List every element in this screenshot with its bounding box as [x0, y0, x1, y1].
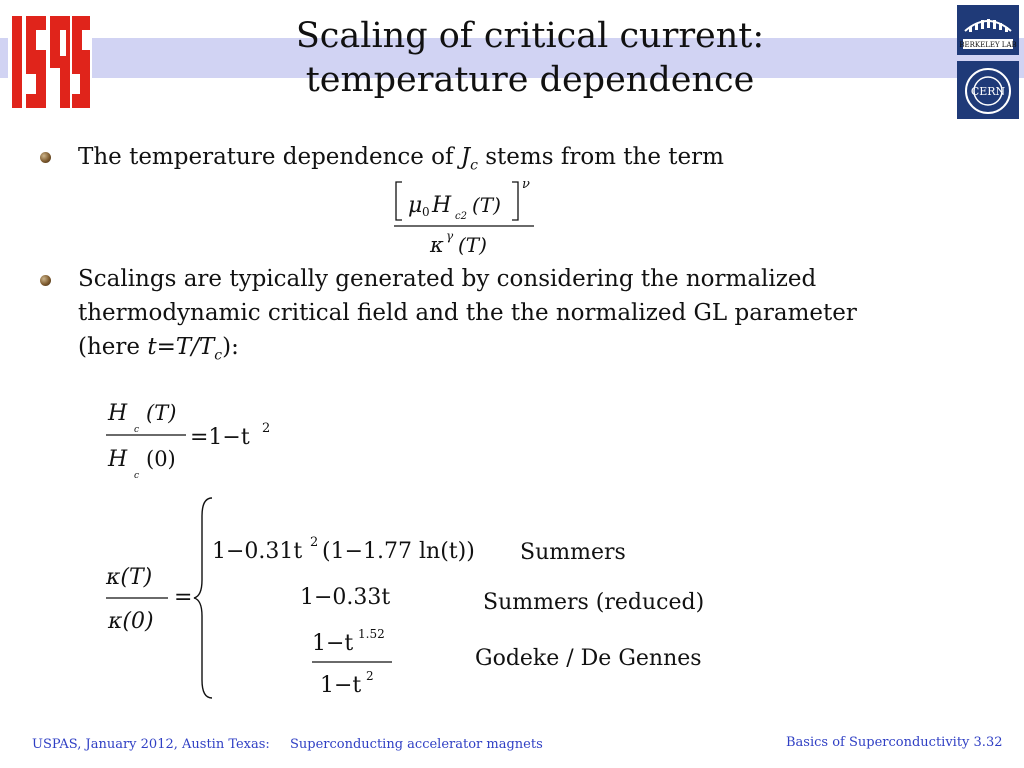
- case-3-num-exponent: 1.52: [358, 627, 385, 641]
- line3-subscript: c: [214, 347, 223, 364]
- cases-brace: [194, 498, 212, 698]
- case-3-numerator: 1−t: [312, 631, 354, 656]
- hc2-subscript: c2: [455, 211, 467, 222]
- bullet-2-line-3: [78, 330, 857, 373]
- term-T-argument: (T): [472, 193, 501, 217]
- line3-before: (here: [78, 334, 148, 360]
- hc-num-arg: (T): [146, 401, 177, 425]
- case-1-formula: 1−0.31t: [212, 539, 303, 564]
- line3-Tc: T: [198, 334, 215, 360]
- bullet-2-line-2: thermodynamic critical field and the the normalized GL parameter: [78, 300, 857, 326]
- mu-symbol: μ: [408, 193, 423, 218]
- pinning-term-equation: [388, 176, 548, 258]
- cern-logo: [957, 61, 1019, 119]
- line3-equals: =: [156, 334, 176, 360]
- hc-den-sub: c: [134, 471, 140, 481]
- label-godeke-de-gennes: Godeke / De Gennes: [475, 646, 702, 671]
- term-denominator-T: (T): [458, 233, 487, 257]
- hc-num-H: H: [108, 401, 128, 426]
- line3-t: t: [147, 334, 157, 360]
- case-2-formula: 1−0.33t: [300, 585, 391, 610]
- nu-exponent: ν: [522, 177, 530, 192]
- berkeley-lab-logo: [957, 5, 1019, 55]
- label-summers-reduced: Summers (reduced): [483, 590, 705, 615]
- line3-after: ):: [222, 334, 239, 360]
- bullet-2-marker: [40, 275, 51, 286]
- bullet-1-before: The temperature dependence of: [78, 144, 461, 170]
- footer-course: USPAS, January 2012, Austin Texas:: [32, 737, 270, 752]
- title-line-1: Scaling of critical current:: [295, 16, 765, 56]
- kappa-equals: =: [174, 585, 193, 610]
- jc-subscript: c: [470, 157, 478, 174]
- hc-rhs: =1−t: [190, 425, 250, 450]
- jc-symbol: J: [460, 144, 471, 170]
- case-1-rest: (1−1.77 ln(t)): [322, 539, 475, 564]
- case-3-den-exponent: 2: [366, 669, 374, 683]
- bullet-2-text: [78, 262, 857, 373]
- hc-den-H: H: [108, 447, 128, 472]
- case-3-denominator: 1−t: [320, 673, 362, 698]
- footer-slide-number: Basics of Superconductivity 3.32: [786, 735, 1003, 750]
- line3-slash: /: [191, 334, 199, 360]
- hc-rhs-exponent: 2: [262, 421, 271, 436]
- berkeley-lab-text: BERKELEY LAB: [959, 41, 1017, 49]
- bullet-2-line-1: Scalings are typically generated by considering the normalized: [78, 266, 817, 292]
- hc-den-arg: (0): [146, 447, 176, 471]
- case-1-exponent: 2: [310, 535, 319, 550]
- label-summers: Summers: [520, 540, 626, 565]
- hc2-symbol: H: [432, 193, 452, 218]
- kappa-symbol: κ: [430, 233, 444, 257]
- mu-subscript: 0: [422, 205, 430, 219]
- footer-topic: Superconducting accelerator magnets: [290, 737, 543, 752]
- hc-num-sub: c: [134, 425, 140, 435]
- kappa-denominator: κ(0): [108, 609, 154, 634]
- bullet-1-after: stems from the term: [477, 144, 724, 170]
- partner-logos: [957, 5, 1019, 115]
- kappa-normalized-equation: [100, 492, 520, 704]
- uspas-logo: [8, 14, 92, 110]
- title-line-2: temperature dependence: [305, 60, 755, 100]
- slide-title: [200, 14, 860, 102]
- cern-text: CERN: [970, 85, 1006, 98]
- kappa-numerator: κ(T): [106, 565, 153, 590]
- bullet-1-marker: [40, 152, 51, 163]
- hc-normalized-equation: [100, 392, 290, 488]
- gamma-exponent: γ: [446, 229, 454, 243]
- line3-T: T: [175, 334, 192, 360]
